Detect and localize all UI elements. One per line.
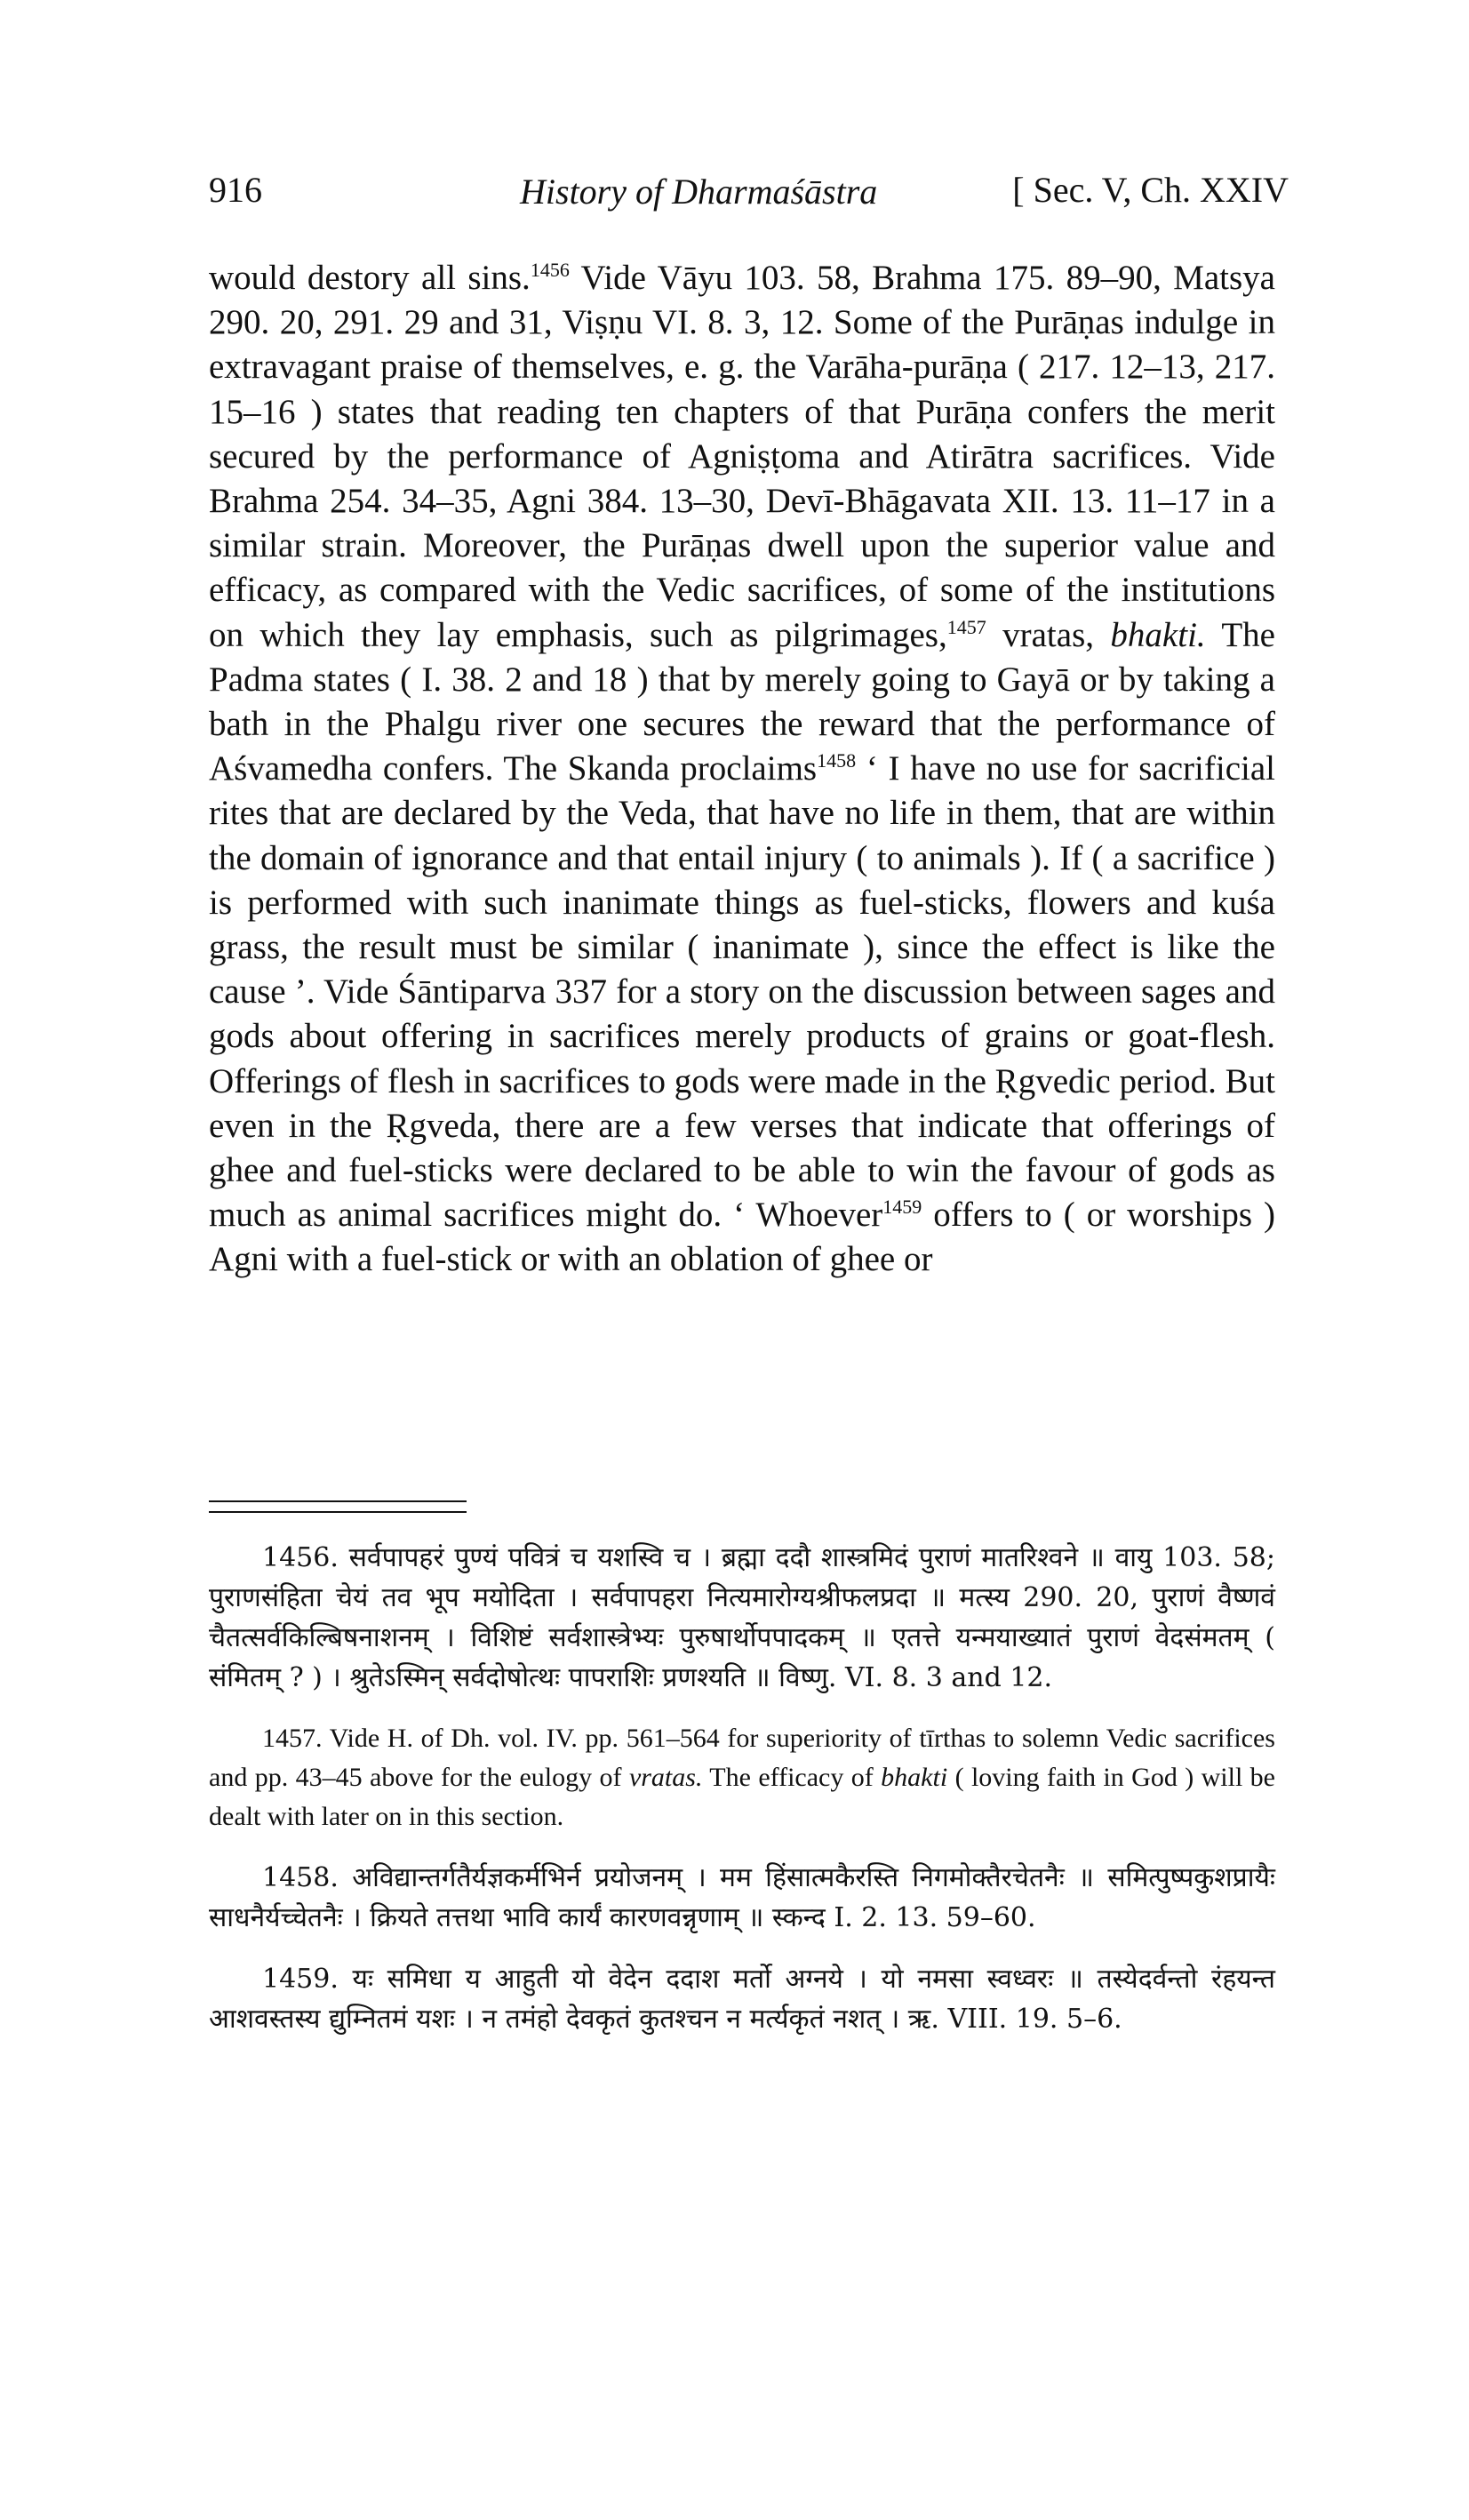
footnotes-section [209, 1538, 1275, 2060]
body-text-segment: offers to ( or worships ) Agni with a fuel-stick or with an oblation of ghee or [209, 1196, 1275, 1279]
footnote-text: यः समिधा य आहुती यो वेदेन ददाश मर्तो अग्नये । यो नमसा स्वध्वरः ॥ तस्येदर्वन्तो रंहयन्त आशवस्तस्य द्युम्नितमं यशः । न तमंहो देवकृतं कुतश्चन न मर्त्यकृतं नशत् । ऋ. VIII. 19. 5–6. [209, 1964, 1275, 2035]
italic-term: bhakti. [1110, 615, 1206, 654]
footnote-ref-1456[interactable]: 1456 [530, 259, 570, 281]
footnote-number: 1457. [262, 1724, 323, 1753]
body-text-segment: The Padma states ( I. 38. 2 and 18 ) that by merely going to Gayā or by taking a bath in the Phalgu river one secures the reward that the performance of Aśvamedha confers. The Skanda proclaims [209, 615, 1275, 788]
footnote-ref-1457[interactable]: 1457 [946, 615, 986, 638]
page-header [209, 169, 1289, 222]
footnote-1458 [209, 1858, 1275, 1938]
main-paragraph [209, 256, 1275, 1283]
footnote-ref-1458[interactable]: 1458 [817, 749, 857, 772]
body-text-segment: ‘ I have no use for sacrificial rites that are declared by the Veda, that have no life in them, that are within the domain of ignorance and that entail injury ( to animals ). If ( a sacrifice ) is performed with such inanimate things as fuel-sticks, flowers and kuśa grass, the result must be similar ( inanimate ), since the effect is like the cause ’. Vide Śāntiparva 337 for a story on the discussion between sages and gods about offering in sacrifices merely products of grains or goat-flesh. Offerings of flesh in sacrifices to gods were made in the Ṛgvedic period. But even in the Ṛgveda, there are a few verses that indicate that offerings of ghee and fuel-sticks were declared to be able to win the favour of gods as much as animal sacrifices might do. ‘ Whoever [209, 749, 1275, 1235]
footnote-ref-1459[interactable]: 1459 [882, 1196, 922, 1219]
footnote-1457 [209, 1719, 1275, 1836]
footnote-text: ( loving faith in God ) will be dealt with later on in this section. [209, 1763, 1275, 1831]
footnote-number: 1458. [262, 1862, 339, 1893]
footnote-text: अविद्यान्तर्गतैर्यज्ञकर्मभिर्न प्रयोजनम् । मम हिंसात्मकैरस्ति निगमोक्तैरचेतनैः ॥ समित्पुष्पकुशप्रायैः साधनैर्यच्चेतनैः । क्रियते तत्तथा भावि कार्यं कारणवन्नृणाम् ॥ स्कन्द I. 2. 13. 59–60. [209, 1862, 1275, 1933]
italic-term: vratas. [628, 1763, 703, 1792]
footnote-text: Vide H. of Dh. vol. IV. pp. 561–564 for superiority of tīrthas to solemn Vedic sacrifices and pp. 43–45 above for the eulogy of [209, 1724, 1275, 1792]
page-number: 916 [209, 170, 262, 210]
section-reference: [ Sec. V, Ch. XXIV [1012, 170, 1289, 210]
running-title: History of Dharmaśāstra [520, 172, 878, 212]
body-text-segment: vratas, [986, 615, 1111, 654]
italic-term: bhakti [881, 1763, 948, 1792]
body-text-segment: would destory all sins. [209, 259, 531, 297]
footnote-number: 1456. [262, 1542, 339, 1573]
footnote-number: 1459. [262, 1964, 339, 1995]
footnote-1456 [209, 1538, 1275, 1698]
footnote-divider [209, 1500, 467, 1502]
footnote-text: सर्वपापहरं पुण्यं पवित्रं च यशस्वि च । ब्रह्मा ददौ शास्त्रमिदं पुराणं मातरिश्वने ॥ वायु 103. 58; पुराणसंहिता चेयं तव भूप मयोदिता । सर्वपापहरा नित्यमारोग्यश्रीफलप्रदा ॥ मत्स्य 290. 20, पुराणं वैष्णवं चैतत्सर्वकिल्बिषनाशनम् । विशिष्टं सर्वशास्त्रेभ्यः पुरुषार्थोपपादकम् ॥ एतत्ते यन्मयाख्यातं पुराणं वेदसंमतम् ( संमितम् ? ) । श्रुतेऽस्मिन् सर्वदोषोत्थः पापराशिः प्रणश्यति ॥ विष्णु. VI. 8. 3 and 12. [209, 1542, 1275, 1693]
footnote-1459 [209, 1959, 1275, 2039]
footnote-text: The efficacy of [702, 1763, 882, 1792]
body-text-segment: Vide Vāyu 103. 58, Brahma 175. 89–90, Matsya 290. 20, 291. 29 and 31, Viṣṇu VI. 8. 3, 12. Some of the Purāṇas indulge in extravagant praise of themselves, e. g. the Varāha-purāṇa ( 217. 12–13, 217. 15–16 ) states that reading ten chapters of that Purāṇa confers the merit secured by the performance of Agniṣṭoma and Atirātra sacrifices. Vide Brahma 254. 34–35, Agni 384. 13–30, Devī-Bhāgavata XII. 13. 11–17 in a similar strain. Moreover, the Purāṇas dwell upon the superior value and efficacy, as compared with the Vedic sacrifices, of some of the institutions on which they lay emphasis, such as pilgrimages, [209, 259, 1275, 654]
footnote-divider [209, 1511, 467, 1513]
